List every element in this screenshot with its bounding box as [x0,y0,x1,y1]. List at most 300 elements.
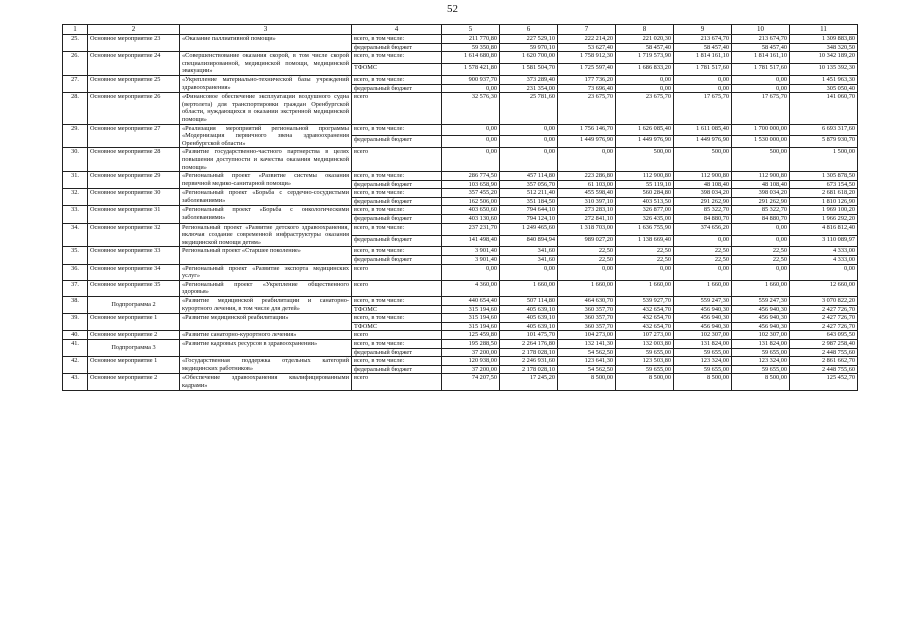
amount-cell: 315 194,60 [442,322,500,331]
amount-cell: 222 214,20 [558,35,616,44]
amount-cell: 456 940,30 [674,305,732,314]
amount-cell: 3 901,40 [442,247,500,256]
funding-source: всего, в том числе: [352,189,442,198]
amount-cell: 500,00 [616,148,674,172]
amount-cell: 305 050,40 [790,84,858,93]
amount-cell: 403 650,60 [442,206,500,215]
amount-cell: 162 506,00 [442,197,500,206]
measure-title: «Развитие кадровых ресурсов в здравоохранении» [180,339,352,356]
program-name: Основное мероприятие 31 [88,206,180,223]
amount-cell: 643 095,50 [790,331,858,340]
amount-cell: 989 027,20 [558,235,616,247]
amount-cell: 17 675,70 [674,93,732,124]
amount-cell: 0,00 [616,84,674,93]
amount-cell: 17 675,70 [732,93,790,124]
amount-cell: 456 940,30 [674,322,732,331]
amount-cell: 2 448 755,60 [790,348,858,357]
table-row [63,331,858,340]
table-row [63,374,858,390]
amount-cell: 1 686 833,20 [616,64,674,76]
amount-cell: 1 725 597,40 [558,64,616,76]
amount-cell: 0,00 [442,136,500,148]
header-row [63,25,858,35]
amount-cell: 0,00 [674,75,732,84]
amount-cell: 23 675,70 [616,93,674,124]
amount-cell: 0,00 [732,75,790,84]
program-name: Основное мероприятие 28 [88,148,180,172]
amount-cell: 227 529,10 [500,35,558,44]
amount-cell: 22,50 [558,247,616,256]
funding-source: федеральный бюджет [352,180,442,189]
funding-source: федеральный бюджет [352,215,442,224]
amount-cell: 1 969 100,20 [790,206,858,215]
table-row [63,172,858,181]
amount-cell: 398 034,20 [674,189,732,198]
amount-cell: 794 124,10 [500,215,558,224]
amount-cell: 59 655,00 [616,365,674,374]
header-cell: 5 [442,25,500,35]
measure-title: «Государственная поддержка отдельных категорий медицинских работников» [180,357,352,374]
funding-source: всего, в том числе: [352,206,442,215]
amount-cell: 360 357,70 [558,305,616,314]
amount-cell: 141 060,70 [790,93,858,124]
amount-cell: 101 475,70 [500,331,558,340]
funding-source: федеральный бюджет [352,235,442,247]
amount-cell: 2 427 726,70 [790,305,858,314]
amount-cell: 456 940,30 [732,305,790,314]
amount-cell: 213 674,70 [674,35,732,44]
funding-source: всего, в том числе: [352,75,442,84]
measure-title: «Совершенствование оказания скорой, в том числе скорой специализированной, медицинской помощи, медицинской эвакуации» [180,52,352,76]
amount-cell: 1 660,00 [616,280,674,296]
amount-cell: 1 660,00 [500,280,558,296]
funding-source: всего, в том числе: [352,35,442,44]
measure-title: «Региональный проект «Развитие системы оказания первичной медико-санитарной помощи» [180,172,352,189]
amount-cell: 0,00 [500,124,558,136]
amount-cell: 0,00 [674,264,732,280]
program-name: Основное мероприятие 25 [88,75,180,92]
amount-cell: 405 639,10 [500,314,558,323]
header-cell: 7 [558,25,616,35]
measure-title: Региональный проект «Развитие детского здравоохранения, включая создание современной инфраструктуры оказания медицинской помощи детям» [180,223,352,247]
amount-cell: 4 333,00 [790,256,858,265]
row-number: 41. [63,339,88,356]
table-row [63,280,858,296]
amount-cell: 104 273,00 [558,331,616,340]
program-name: Основное мероприятие 24 [88,52,180,76]
amount-cell: 22,50 [616,247,674,256]
amount-cell: 22,50 [674,256,732,265]
amount-cell: 58 457,40 [674,43,732,52]
amount-cell: 54 562,50 [558,348,616,357]
amount-cell: 5 879 930,70 [790,136,858,148]
row-number: 39. [63,314,88,331]
amount-cell: 37 200,00 [442,365,500,374]
measure-title: «Региональный проект «Борьба с онкологическими заболеваниями» [180,206,352,223]
amount-cell: 405 639,10 [500,305,558,314]
amount-cell: 456 940,30 [732,314,790,323]
amount-cell: 48 108,40 [732,180,790,189]
amount-cell: 3 901,40 [442,256,500,265]
amount-cell: 8 500,00 [732,374,790,390]
measure-title: Региональный проект «Старшее поколение» [180,247,352,264]
amount-cell: 0,00 [616,75,674,84]
amount-cell: 221 020,30 [616,35,674,44]
program-name: Основное мероприятие 35 [88,280,180,296]
amount-cell: 456 940,30 [732,322,790,331]
amount-cell: 84 880,70 [674,215,732,224]
amount-cell: 315 194,60 [442,314,500,323]
amount-cell: 12 660,00 [790,280,858,296]
funding-source: всего, в том числе: [352,297,442,306]
amount-cell: 1 449 976,90 [616,136,674,148]
program-name: Основное мероприятие 30 [88,189,180,206]
header-cell: 8 [616,25,674,35]
amount-cell: 1 449 976,90 [558,136,616,148]
amount-cell: 1 814 161,10 [674,52,732,64]
amount-cell: 6 693 317,60 [790,124,858,136]
amount-cell: 59 970,10 [500,43,558,52]
measure-title: «Реализация мероприятий региональной программы «Модернизация первичного звена здравоохранения Оренбургской области» [180,124,352,148]
amount-cell: 1 249 465,60 [500,223,558,235]
table-row [63,52,858,64]
amount-cell: 213 674,70 [732,35,790,44]
amount-cell: 8 500,00 [616,374,674,390]
amount-cell: 85 322,70 [674,206,732,215]
amount-cell: 102 307,00 [732,331,790,340]
amount-cell: 0,00 [500,264,558,280]
amount-cell: 223 286,80 [558,172,616,181]
funding-source: всего, в том числе: [352,52,442,64]
measure-title: «Развитие медицинской реабилитации и санаторно-курортного лечения, в том числе для детей» [180,297,352,314]
amount-cell: 25 781,60 [500,93,558,124]
amount-cell: 291 262,90 [732,197,790,206]
amount-cell: 0,00 [558,264,616,280]
amount-cell: 4 816 812,40 [790,223,858,235]
amount-cell: 0,00 [442,264,500,280]
amount-cell: 1 719 573,90 [616,52,674,64]
amount-cell: 360 357,70 [558,322,616,331]
amount-cell: 8 500,00 [674,374,732,390]
amount-cell: 237 231,70 [442,223,500,235]
budget-body [63,25,858,391]
amount-cell: 48 108,40 [674,180,732,189]
amount-cell: 1 758 912,30 [558,52,616,64]
amount-cell: 0,00 [442,124,500,136]
amount-cell: 0,00 [616,264,674,280]
amount-cell: 1 810 126,90 [790,197,858,206]
amount-cell: 59 655,00 [616,348,674,357]
amount-cell: 1 581 504,70 [500,64,558,76]
header-cell: 2 [88,25,180,35]
funding-source: всего, в том числе: [352,223,442,235]
amount-cell: 374 656,20 [674,223,732,235]
funding-source: всего, в том числе: [352,172,442,181]
amount-cell: 351 184,50 [500,197,558,206]
amount-cell: 405 639,10 [500,322,558,331]
amount-cell: 85 322,70 [732,206,790,215]
funding-source: федеральный бюджет [352,348,442,357]
funding-source: федеральный бюджет [352,256,442,265]
amount-cell: 432 654,70 [616,314,674,323]
amount-cell: 341,60 [500,256,558,265]
budget-table [62,24,858,391]
amount-cell: 1 305 878,50 [790,172,858,181]
program-name: Основное мероприятие 29 [88,172,180,189]
funding-source: всего [352,374,442,390]
amount-cell: 0,00 [732,264,790,280]
row-number: 37. [63,280,88,296]
amount-cell: 123 324,00 [674,357,732,366]
amount-cell: 1 756 146,70 [558,124,616,136]
amount-cell: 373 289,40 [500,75,558,84]
amount-cell: 1 578 421,80 [442,64,500,76]
amount-cell: 1 614 680,80 [442,52,500,64]
funding-source: федеральный бюджет [352,365,442,374]
amount-cell: 3 070 822,20 [790,297,858,306]
table-row [63,206,858,215]
measure-title: «Укрепление материально-технической базы учреждений здравоохранения» [180,75,352,92]
funding-source: федеральный бюджет [352,43,442,52]
measure-title: «Обеспечение здравоохранения квалифицированными кадрами» [180,374,352,390]
amount-cell: 10 135 392,30 [790,64,858,76]
funding-source: федеральный бюджет [352,84,442,93]
amount-cell: 456 940,30 [674,314,732,323]
amount-cell: 1 449 976,90 [674,136,732,148]
table-row [63,124,858,136]
amount-cell: 432 654,70 [616,305,674,314]
amount-cell: 54 562,50 [558,365,616,374]
amount-cell: 3 110 089,97 [790,235,858,247]
header-cell: 1 [63,25,88,35]
amount-cell: 123 641,30 [558,357,616,366]
amount-cell: 10 342 189,20 [790,52,858,64]
amount-cell: 58 457,40 [616,43,674,52]
amount-cell: 0,00 [442,148,500,172]
amount-cell: 22,50 [732,256,790,265]
amount-cell: 1 611 085,40 [674,124,732,136]
amount-cell: 500,00 [732,148,790,172]
measure-title: «Развитие государственно-частного партнерства в целях повышения доступности и качества оказания медицинской помощи» [180,148,352,172]
amount-cell: 1 966 292,20 [790,215,858,224]
measure-title: «Финансовое обеспечение эксплуатации воздушного судна (вертолета) для транспортировки граждан Оренбургской области, нуждающихся в оказании экстренной медицинской помощи» [180,93,352,124]
funding-source: федеральный бюджет [352,197,442,206]
amount-cell: 1 660,00 [732,280,790,296]
amount-cell: 464 630,70 [558,297,616,306]
header-cell: 10 [732,25,790,35]
amount-cell: 22,50 [674,247,732,256]
funding-source: федеральный бюджет [352,136,442,148]
measure-title: «Развитие медицинской реабилитации» [180,314,352,331]
amount-cell: 59 350,80 [442,43,500,52]
measure-title: «Региональный проект «Развитие экспорта медицинских услуг» [180,264,352,280]
funding-source: всего, в том числе: [352,247,442,256]
amount-cell: 177 736,20 [558,75,616,84]
amount-cell: 0,00 [674,235,732,247]
amount-cell: 112 900,80 [674,172,732,181]
amount-cell: 559 247,30 [674,297,732,306]
table-row [63,35,858,44]
amount-cell: 273 283,10 [558,206,616,215]
amount-cell: 22,50 [616,256,674,265]
funding-source: всего [352,148,442,172]
amount-cell: 22,50 [732,247,790,256]
amount-cell: 341,60 [500,247,558,256]
amount-cell: 0,00 [732,84,790,93]
amount-cell: 1 500,00 [790,148,858,172]
row-number: 33. [63,206,88,223]
measure-title: «Региональный проект «Укрепление общественного здоровья» [180,280,352,296]
amount-cell: 440 654,40 [442,297,500,306]
funding-source: всего [352,264,442,280]
amount-cell: 32 576,30 [442,93,500,124]
amount-cell: 0,00 [732,235,790,247]
amount-cell: 102 307,00 [674,331,732,340]
row-number: 29. [63,124,88,148]
amount-cell: 291 262,90 [674,197,732,206]
amount-cell: 4 360,00 [442,280,500,296]
amount-cell: 2 861 662,70 [790,357,858,366]
amount-cell: 1 451 963,30 [790,75,858,84]
row-number: 32. [63,189,88,206]
table-row [63,297,858,306]
amount-cell: 125 459,80 [442,331,500,340]
amount-cell: 357 455,20 [442,189,500,198]
amount-cell: 0,00 [442,84,500,93]
measure-title: «Региональный проект «Борьба с сердечно-сосудистыми заболеваниями» [180,189,352,206]
amount-cell: 0,00 [674,84,732,93]
program-name: Основное мероприятие 32 [88,223,180,247]
row-number: 42. [63,357,88,374]
funding-source: всего, в том числе: [352,124,442,136]
amount-cell: 195 288,50 [442,339,500,348]
header-cell: 6 [500,25,558,35]
header-cell: 3 [180,25,352,35]
row-number: 36. [63,264,88,280]
amount-cell: 2 264 176,80 [500,339,558,348]
amount-cell: 840 894,94 [500,235,558,247]
row-number: 35. [63,247,88,264]
amount-cell: 103 658,90 [442,180,500,189]
amount-cell: 559 247,30 [732,297,790,306]
funding-source: всего [352,280,442,296]
amount-cell: 286 774,50 [442,172,500,181]
funding-source: ТФОМС [352,305,442,314]
row-number: 40. [63,331,88,340]
funding-source: всего, в том числе: [352,339,442,348]
amount-cell: 59 655,00 [732,348,790,357]
amount-cell: 2 178 028,10 [500,365,558,374]
table-row [63,148,858,172]
amount-cell: 512 211,40 [500,189,558,198]
program-name: Основное мероприятие 26 [88,93,180,124]
amount-cell: 0,00 [790,264,858,280]
amount-cell: 73 696,40 [558,84,616,93]
amount-cell: 132 003,80 [616,339,674,348]
amount-cell: 457 114,80 [500,172,558,181]
amount-cell: 0,00 [500,136,558,148]
amount-cell: 112 900,80 [732,172,790,181]
program-name: Основное мероприятие 1 [88,357,180,374]
row-number: 25. [63,35,88,52]
table-row [63,247,858,256]
amount-cell: 2 448 755,60 [790,365,858,374]
amount-cell: 107 273,00 [616,331,674,340]
amount-cell: 0,00 [558,148,616,172]
amount-cell: 59 655,00 [674,365,732,374]
program-name: Основное мероприятие 1 [88,314,180,331]
amount-cell: 673 154,50 [790,180,858,189]
amount-cell: 131 824,00 [732,339,790,348]
amount-cell: 500,00 [674,148,732,172]
table-row [63,357,858,366]
program-name: Основное мероприятие 2 [88,331,180,340]
amount-cell: 560 284,80 [616,189,674,198]
amount-cell: 1 814 161,10 [732,52,790,64]
row-number: 30. [63,148,88,172]
amount-cell: 59 655,00 [674,348,732,357]
amount-cell: 8 500,00 [558,374,616,390]
amount-cell: 326 435,00 [616,215,674,224]
amount-cell: 360 357,70 [558,314,616,323]
amount-cell: 1 781 517,60 [732,64,790,76]
program-name: Основное мероприятие 33 [88,247,180,264]
amount-cell: 2 681 618,20 [790,189,858,198]
amount-cell: 326 877,00 [616,206,674,215]
header-cell: 11 [790,25,858,35]
funding-source: всего, в том числе: [352,314,442,323]
amount-cell: 310 397,10 [558,197,616,206]
funding-source: ТФОМС [352,322,442,331]
amount-cell: 23 675,70 [558,93,616,124]
header-cell: 9 [674,25,732,35]
header-cell: 4 [352,25,442,35]
amount-cell: 398 034,20 [732,189,790,198]
table-row [63,264,858,280]
amount-cell: 1 660,00 [674,280,732,296]
funding-source: всего [352,93,442,124]
program-name: Основное мероприятие 34 [88,264,180,280]
row-number: 38. [63,297,88,314]
table-row [63,189,858,198]
amount-cell: 794 644,10 [500,206,558,215]
amount-cell: 1 318 703,00 [558,223,616,235]
amount-cell: 4 333,00 [790,247,858,256]
amount-cell: 2 178 028,10 [500,348,558,357]
program-name: Основное мероприятие 23 [88,35,180,52]
amount-cell: 22,50 [558,256,616,265]
amount-cell: 455 598,40 [558,189,616,198]
amount-cell: 2 427 726,70 [790,322,858,331]
amount-cell: 37 200,00 [442,348,500,357]
amount-cell: 132 141,30 [558,339,616,348]
amount-cell: 315 194,60 [442,305,500,314]
amount-cell: 403 513,50 [616,197,674,206]
amount-cell: 1 626 085,40 [616,124,674,136]
table-row [63,223,858,235]
amount-cell: 1 700 000,00 [732,124,790,136]
amount-cell: 900 937,70 [442,75,500,84]
amount-cell: 1 660,00 [558,280,616,296]
amount-cell: 272 841,10 [558,215,616,224]
funding-source: ТФОМС [352,64,442,76]
funding-source: всего, в том числе: [352,357,442,366]
table-row [63,93,858,124]
amount-cell: 432 654,70 [616,322,674,331]
funding-source: всего [352,331,442,340]
amount-cell: 59 655,00 [732,365,790,374]
amount-cell: 123 503,80 [616,357,674,366]
